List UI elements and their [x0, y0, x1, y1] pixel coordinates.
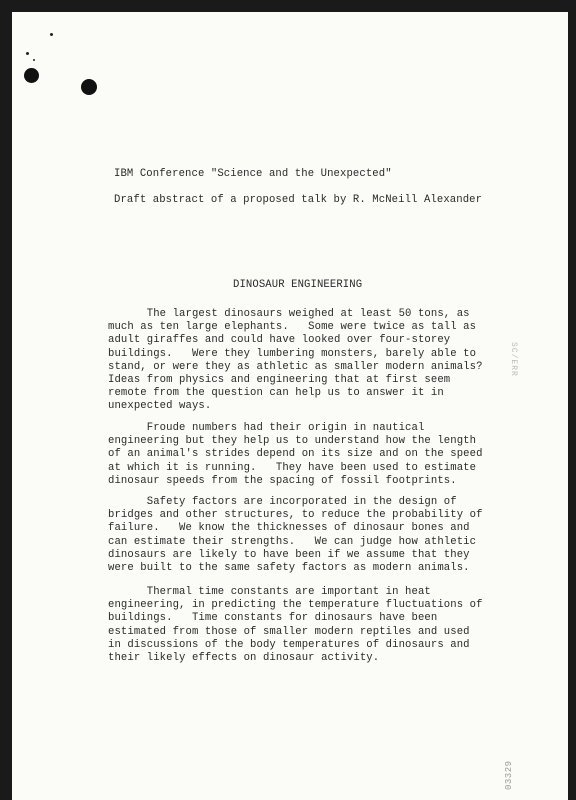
paragraph-line: Froude numbers had their origin in nautical — [108, 422, 425, 434]
paragraph-line: were built to the same safety factors as modern animals. — [108, 562, 470, 574]
mark-dot — [50, 33, 53, 36]
header-line-2: Draft abstract of a proposed talk by R. McNeill Alexander — [114, 194, 483, 206]
paragraph-line: remote from the question can help us to answer it in — [108, 387, 444, 400]
paragraph-line: can estimate their strengths. We can judge how athletic — [108, 535, 477, 548]
paragraph-line: unexpected ways. — [108, 400, 212, 413]
paragraph-line: estimated from those of smaller modern reptiles and used — [108, 625, 470, 638]
paragraph-line: dinosaurs are likely to have been if we assume that they — [108, 548, 470, 561]
paragraph-line: buildings. Time constants for dinosaurs have been — [108, 612, 438, 625]
mark-dot — [33, 59, 35, 61]
paragraph-line: in discussions of the body temperatures of dinosaurs and — [108, 638, 470, 651]
paragraph-line: Safety factors are incorporated in the design of — [108, 496, 457, 508]
paragraph-line: dinosaur speeds from the spacing of fossil footprints. — [108, 474, 457, 487]
paragraph-line: at which it is running. They have been used to estimate — [108, 461, 477, 474]
paragraph-line: adult giraffes and could have looked over four-storey — [108, 334, 451, 347]
paragraph-line: much as ten large elephants. Some were twice as tall as — [108, 321, 477, 334]
paragraph-line: buildings. Were they lumbering monsters, barely able to — [108, 347, 477, 360]
mark-dot — [26, 52, 29, 55]
paragraph-line: bridges and other structures, to reduce the probability of — [108, 509, 483, 522]
document-page — [12, 12, 568, 800]
punch-hole-top — [24, 68, 39, 83]
paragraph-line: Thermal time constants are important in heat — [108, 586, 431, 598]
paragraph-line: The largest dinosaurs weighed at least 50 tons, as — [108, 308, 470, 320]
paragraph-line: Ideas from physics and engineering that at first seem — [108, 374, 451, 386]
paragraph-line: engineering, in predicting the temperature fluctuations of — [108, 599, 483, 612]
paragraph-line: of an animal's strides depend on its size and on the speed — [108, 448, 483, 461]
paragraph-line: their likely effects on dinosaur activity. — [108, 652, 380, 664]
document-title: DINOSAUR ENGINEERING — [233, 279, 363, 291]
side-stamp: SC/ERR — [509, 342, 518, 377]
paragraph-line: engineering but they help us to understand how the length — [108, 435, 477, 448]
archive-number: 03329 — [504, 760, 514, 790]
header-line-1: IBM Conference "Science and the Unexpected" — [114, 168, 392, 180]
paragraph-line: failure. We know the thicknesses of dinosaur bones and — [108, 522, 470, 535]
punch-hole-bottom — [81, 79, 97, 95]
paragraph-line: stand, or were they as athletic as smaller modern animals? — [108, 360, 483, 373]
